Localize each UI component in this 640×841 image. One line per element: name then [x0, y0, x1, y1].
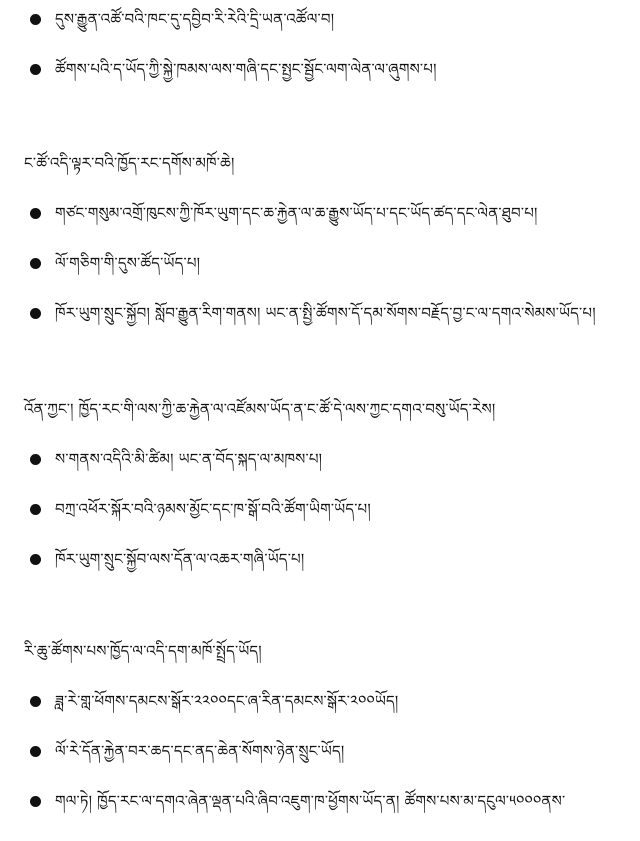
list-item-text: བཀྲ་འཕོར་སྐོར་བའི་ཉམས་མྱོང་དང་ཁ་སྒོ་བའི་ཚོག་ཡིག་ཡོད་པ། — [55, 500, 371, 518]
list-item-text: ཚོགས་པའི་ད་ཡོད་ཀྱི་སྐྱེ་ཁམས་ལས་གཞི་དང་སྤྱང་སྦྱོང་ལག་ལེན་ལ་ཞུགས་པ། — [55, 60, 437, 78]
bullet-icon — [30, 208, 41, 219]
list-item — [24, 740, 624, 764]
list-item-text: གཙང་གསུམ་འགྲོ་ཁུངས་ཀྱི་ཁོར་ཡུག་དང་ཆ་རྐྱེན་ལ་ཆ་རྒྱུས་ཡོད་པ་དང་ཡོད་ཚད་དང་ལེན་ཐུབ་པ། — [55, 204, 538, 222]
list-item-text: ལོ་གཅིག་གི་དུས་ཚོད་ཡོད་པ། — [55, 254, 201, 272]
list-item — [24, 690, 624, 714]
list-item — [24, 302, 624, 326]
list-item — [24, 8, 624, 32]
bullet-icon — [30, 696, 41, 707]
list-item — [24, 790, 624, 814]
list-item — [24, 548, 624, 572]
section-heading: འོན་ཀྱང་། ཁྱོད་རང་གི་ལས་ཀྱི་ཆ་རྐྱེན་ལ་འཛོམས་ཡོད་ན་ང་ཚོ་དེ་ལས་ཀྱང་དགའ་བསུ་ཡོད་རེས། — [24, 400, 496, 418]
list-item-text: ཁོར་ཡུག་སྲུང་སྐྱོབ། སློབ་རྒྱུན་རིག་གནས། ཡང་ན་སྤྱི་ཚོགས་དོ་དམ་སོགས་བརྗོད་བྱ་ང་ལ་དགའ་སེམས་ཡོད་པ། — [55, 304, 596, 322]
bullet-icon — [30, 746, 41, 757]
bullet-icon — [30, 258, 41, 269]
bullet-icon — [30, 796, 41, 807]
bullet-icon — [30, 454, 41, 465]
list-item-text: ཁོར་ཡུག་སྲུང་སྐྱོབ་ལས་དོན་ལ་འཆར་གཞི་ཡོད་པ། — [55, 550, 305, 568]
bullet-icon — [30, 14, 41, 25]
list-item — [24, 448, 624, 472]
list-item-text: གལ་ཏེ། ཁྱོད་རང་ལ་དགའ་ཞེན་ལྡན་པའི་ཞིབ་འཇུག་ཁ་ཕྱོགས་ཡོད་ན། ཚོགས་པས་མ་དངུལ་༥༠༠༠ནས་ — [55, 792, 566, 810]
list-item — [24, 58, 624, 82]
list-item-text: ཟླ་རེ་གླ་ཕོགས་དམངས་སྒོར་༢༢༠༠དང་ཞ་རིན་དམངས་སྒོར་༢༠༠ཡོད། — [55, 692, 399, 710]
bullet-icon — [30, 64, 41, 75]
list-item — [24, 498, 624, 522]
list-item-text: ལོ་རེ་དོན་རྐྱེན་བར་ཆད་དང་ནད་ཆེན་སོགས་ཉེན་སྲུང་ཡོད། — [55, 742, 345, 760]
list-item-text: ས་གནས་འདིའི་མི་ཚིམ། ཡང་ན་བོད་སྐད་ལ་མཁས་པ། — [55, 450, 323, 468]
list-item — [24, 202, 624, 226]
section-heading: ང་ཚོ་འདི་ལྟར་བའི་ཁྱོད་རང་དགོས་མཁོ་ཆེ། — [24, 154, 235, 172]
list-item-text: དུས་རྒྱུན་འཚོ་བའི་ཁང་དུ་དབྱིབ་རི་རེའི་དྲི་ཡན་འཚོལ་བ། — [55, 10, 335, 28]
section-heading: རི་ཆུ་ཚོགས་པས་ཁྱོད་ལ་འདི་དག་མཁོ་སྤྲོད་ཡོད། — [24, 642, 262, 660]
bullet-icon — [30, 308, 41, 319]
bullet-icon — [30, 504, 41, 515]
list-item — [24, 252, 624, 276]
bullet-icon — [30, 554, 41, 565]
